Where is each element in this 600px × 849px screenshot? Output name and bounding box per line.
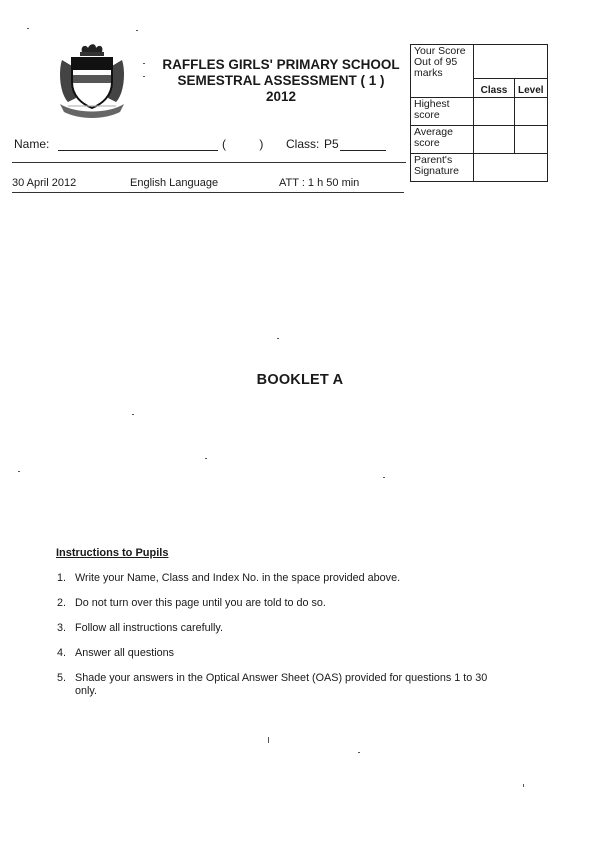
name-line [58, 138, 218, 151]
info-underline [12, 192, 404, 193]
instruction-item: 4. Answer all questions [57, 647, 175, 659]
parent-signature-label: Parent's Signature [411, 154, 474, 182]
scan-speck [358, 752, 360, 753]
name-field [14, 137, 49, 151]
scan-speck [277, 338, 279, 339]
class-value: P5 [324, 137, 339, 151]
instruction-item: 2. Do not turn over this page until you are told to do so. [57, 597, 326, 609]
scan-speck [143, 63, 145, 64]
highest-class-cell [474, 98, 515, 126]
your-score-label: Your Score Out of 95 marks [411, 45, 474, 98]
average-class-cell [474, 126, 515, 154]
average-score-label: Average score [411, 126, 474, 154]
scan-speck [268, 737, 269, 743]
scan-speck [205, 458, 207, 459]
instruction-item: 1. Write your Name, Class and Index No. in the space provided above. [57, 572, 401, 584]
school-crest-logo [56, 42, 128, 118]
highest-score-label: Highest score [411, 98, 474, 126]
score-table [410, 44, 548, 182]
highest-level-cell [515, 98, 548, 126]
exam-date: 30 April 2012 [12, 177, 77, 189]
subject: English Language [130, 177, 219, 189]
level-column-header: Level [515, 78, 548, 97]
school-header [150, 57, 412, 105]
class-column-header: Class [474, 78, 515, 97]
instructions-title: Instructions to Pupils [56, 547, 169, 559]
assessment-year: 2012 [265, 89, 297, 104]
booklet-title: BOOKLET A [256, 372, 344, 388]
assessment-title: SEMESTRAL ASSESSMENT ( 1 ) [177, 73, 385, 88]
scan-speck [383, 477, 385, 478]
parent-signature-cell [474, 154, 548, 182]
average-level-cell [515, 126, 548, 154]
scan-speck [132, 414, 134, 415]
scan-speck [136, 30, 138, 31]
allotted-time: ATT : 1 h 50 min [279, 177, 360, 189]
instruction-item: 5. Shade your answers in the Optical Answer Sheet (OAS) provided for questions 1 to 30 only. [57, 672, 488, 697]
instructions-list [57, 572, 497, 710]
scan-speck [27, 28, 29, 29]
class-label: Class: [286, 137, 320, 151]
index-number-parens: ( ) [222, 137, 264, 151]
scan-speck [143, 76, 145, 77]
school-name: RAFFLES GIRLS' PRIMARY SCHOOL [162, 57, 400, 72]
instruction-item: 3. Follow all instructions carefully. [57, 622, 224, 634]
your-score-cell [474, 45, 548, 79]
divider-line [12, 162, 406, 163]
scan-speck [18, 471, 20, 472]
name-label: Name: [14, 137, 50, 151]
scan-speck [523, 784, 524, 787]
class-line [340, 138, 386, 151]
